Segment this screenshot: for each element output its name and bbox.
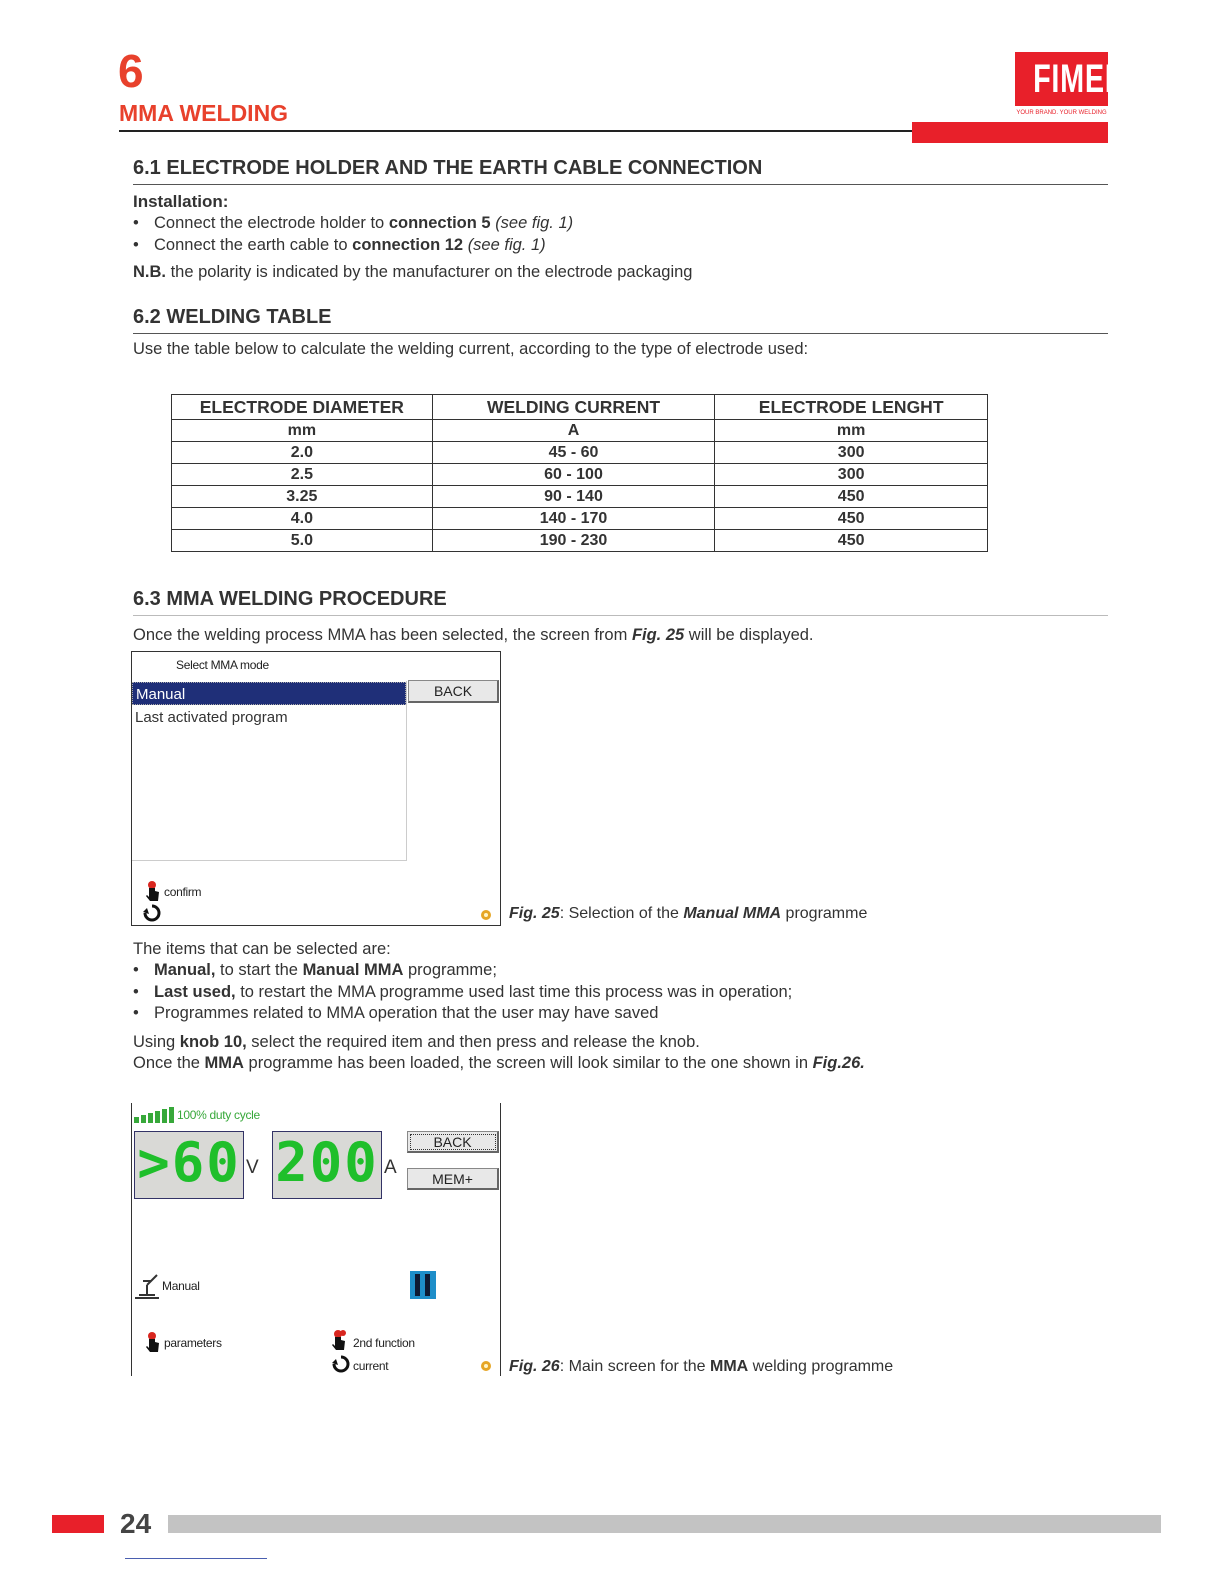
back-button[interactable]: BACK: [408, 680, 499, 703]
table-cell: 4.0: [172, 508, 433, 530]
caption-fig: Fig. 26: [509, 1358, 560, 1375]
table-cell: 3.25: [172, 486, 433, 508]
loaded-instruction: [133, 1054, 865, 1073]
bullet-text: to start the: [215, 961, 303, 979]
section-rule: [133, 333, 1108, 334]
back-button[interactable]: BACK: [407, 1131, 499, 1153]
table-header-cell: WELDING CURRENT: [432, 395, 715, 420]
current-value: 200: [275, 1131, 379, 1194]
fig26-screen: [131, 1103, 501, 1376]
bullet-bold: connection 5: [388, 214, 491, 232]
table-cell: 2.5: [172, 464, 433, 486]
mode-status-icon: [410, 1271, 436, 1299]
caption-bold: Manual MMA: [683, 905, 782, 922]
table-header-cell: ELECTRODE DIAMETER: [172, 395, 433, 420]
bullet-bold: Last used,: [154, 983, 236, 1001]
bullet-bold: Manual,: [154, 961, 216, 979]
table-header-cell: ELECTRODE LENGHT: [715, 395, 988, 420]
voltage-value: >60: [137, 1131, 241, 1194]
table-cell: 5.0: [172, 530, 433, 552]
caption-text: programme: [781, 905, 868, 922]
footer-bar: [168, 1515, 1161, 1533]
bullet-text: to restart the MMA programme used last time this process was in operation;: [235, 983, 793, 1001]
table-header-row: [172, 395, 988, 420]
table-cell: 450: [715, 508, 988, 530]
footer-accent: [52, 1515, 104, 1533]
section-rule: [133, 615, 1108, 616]
bullet-item: [133, 983, 792, 1002]
items-intro: The items that can be selected are:: [133, 940, 391, 958]
table-row: [172, 464, 988, 486]
bullet-text: Programmes related to MMA operation that the user may have saved: [154, 1004, 659, 1022]
table-cell: 300: [715, 442, 988, 464]
brand-logo-text: FIMER: [1033, 57, 1127, 101]
screen-title: Select MMA mode: [176, 658, 269, 672]
table-cell: A: [432, 420, 715, 442]
table-units-row: [172, 420, 988, 442]
table-cell: mm: [715, 420, 988, 442]
table-row: [172, 508, 988, 530]
intro-text: Once the welding process MMA has been selected, the screen from: [133, 626, 632, 644]
fig-reference: Fig. 25: [631, 626, 685, 644]
table-cell: 60 - 100: [432, 464, 715, 486]
section-title-6-2: 6.2 WELDING TABLE: [133, 306, 332, 328]
parameters-label: parameters: [164, 1336, 222, 1350]
bullet-item: [133, 961, 497, 980]
hand-double-press-icon: [330, 1329, 352, 1351]
hand-press-icon: [144, 1331, 164, 1353]
bullet-bold: Manual MMA: [302, 961, 404, 979]
bullet-text: Connect the electrode holder to: [154, 214, 389, 232]
brand-logo: [1015, 52, 1127, 106]
bullet-item: [133, 1004, 658, 1023]
note-text: the polarity is indicated by the manufacturer on the electrode packaging: [166, 263, 693, 281]
table-cell: 300: [715, 464, 988, 486]
instruction-text: select the required item and then press and release the knob.: [246, 1033, 700, 1051]
table-cell: 450: [715, 486, 988, 508]
instruction-text: programme has been loaded, the screen will look similar to the one shown in: [243, 1054, 813, 1072]
caption-text: : Selection of the: [559, 905, 684, 922]
fig25-screen: [131, 651, 501, 926]
electrode-holder-icon: [135, 1271, 161, 1299]
table-cell: 2.0: [172, 442, 433, 464]
polarity-note: [133, 263, 693, 282]
rotate-knob-icon: [332, 1355, 350, 1373]
bullet-dot: •: [133, 236, 139, 254]
second-function-label: 2nd function: [353, 1336, 415, 1350]
section-title-6-3: 6.3 MMA WELDING PROCEDURE: [133, 588, 447, 610]
chapter-title: MMA WELDING: [119, 100, 289, 126]
table-cell: 190 - 230: [432, 530, 715, 552]
procedure-intro: [133, 626, 814, 645]
mode-label: Manual: [162, 1279, 200, 1293]
fig-reference: Fig.26.: [812, 1054, 865, 1072]
table-row: [172, 442, 988, 464]
gear-icon: [479, 1359, 493, 1373]
table-cell: 45 - 60: [432, 442, 715, 464]
duty-cycle-bars-icon: [134, 1105, 178, 1123]
fig26-caption: [509, 1358, 893, 1376]
footer-line: [125, 1558, 267, 1559]
caption-bold: MMA: [709, 1358, 749, 1375]
table-intro: Use the table below to calculate the welding current, according to the type of electrode used:: [133, 340, 809, 358]
table-cell: mm: [172, 420, 433, 442]
chapter-number: 6: [118, 45, 144, 97]
brand-tagline: YOUR BRAND. YOUR WELDING: [1016, 110, 1107, 116]
mem-plus-button[interactable]: MEM+: [407, 1168, 499, 1190]
page-number: 24: [120, 1508, 152, 1539]
table-cell: 450: [715, 530, 988, 552]
caption-text: welding programme: [748, 1358, 894, 1375]
table-row: [172, 530, 988, 552]
welding-table: [171, 394, 988, 552]
table-cell: 140 - 170: [432, 508, 715, 530]
bullet-dot: •: [133, 1004, 139, 1022]
list-item-last-program[interactable]: Last activated program: [135, 709, 288, 726]
table-row: [172, 486, 988, 508]
rotate-knob-icon: [143, 904, 161, 922]
section-title-6-1: 6.1 ELECTRODE HOLDER AND THE EARTH CABLE CONNECTION: [133, 157, 763, 179]
confirm-label: confirm: [164, 885, 202, 899]
knob-instruction: [133, 1033, 700, 1052]
bullet-dot: •: [133, 983, 139, 1001]
bullet-text: Connect the earth cable to: [154, 236, 353, 254]
header-accent-bar: [912, 122, 1108, 143]
instruction-bold: knob 10,: [179, 1033, 247, 1051]
instruction-text: Using: [133, 1033, 180, 1051]
voltage-display: [134, 1131, 244, 1199]
bullet-italic: (see fig. 1): [495, 214, 574, 232]
table-cell: 90 - 140: [432, 486, 715, 508]
voltage-unit: V: [246, 1157, 259, 1178]
gear-icon: [479, 908, 493, 922]
duty-cycle-label: 100% duty cycle: [177, 1108, 260, 1122]
instruction-bold: MMA: [204, 1054, 244, 1072]
bullet-text: programme;: [403, 961, 497, 979]
current-label: current: [353, 1359, 389, 1373]
hand-press-icon: [144, 880, 164, 902]
bullet-item: [133, 236, 546, 255]
intro-text: will be displayed.: [684, 626, 814, 644]
installation-label: Installation:: [133, 192, 229, 211]
section-rule: [133, 184, 1108, 185]
header-rule: [119, 130, 912, 132]
bullet-italic: (see fig. 1): [467, 236, 546, 254]
mode-list: [132, 681, 407, 861]
caption-text: : Main screen for the: [559, 1358, 710, 1375]
fig25-caption: [509, 905, 867, 923]
list-item-manual[interactable]: Manual: [132, 682, 406, 705]
current-display: [272, 1131, 382, 1199]
bullet-dot: •: [133, 214, 139, 232]
note-label: N.B.: [133, 263, 166, 281]
instruction-text: Once the: [133, 1054, 205, 1072]
bullet-item: [133, 214, 573, 233]
bullet-bold: connection 12: [352, 236, 464, 254]
caption-fig: Fig. 25: [509, 905, 560, 922]
bullet-dot: •: [133, 961, 139, 979]
current-unit: A: [384, 1157, 397, 1178]
